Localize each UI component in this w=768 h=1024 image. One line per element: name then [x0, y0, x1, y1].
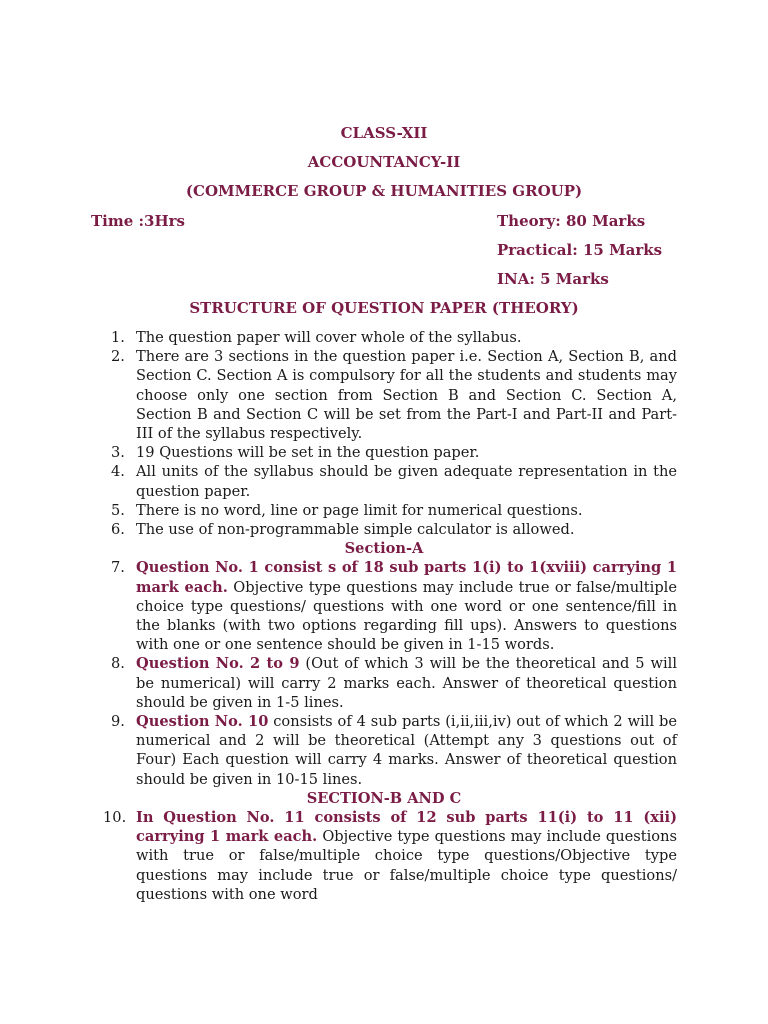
structure-heading: STRUCTURE OF QUESTION PAPER (THEORY): [189, 299, 579, 317]
bold-text: In Question No. 11 consists of 12 sub parts 11(i) to 11 (xii) carrying 1 mark each.: [136, 809, 677, 846]
list-item: 3. 19 Questions will be set in the question paper.: [111, 444, 480, 462]
list-item: 6. The use of non-programmable simple calculator is allowed.: [111, 521, 575, 539]
section-a-heading: Section-A: [344, 540, 424, 558]
theory-marks: Theory: 80 Marks: [497, 212, 646, 230]
bold-text: Question No. 2 to 9: [136, 655, 300, 673]
instruction-list: [0, 328, 768, 904]
list-item: 1. The question paper will cover whole of the syllabus.: [111, 329, 522, 346]
list-item: 8. Question No. 2 to 9 (Out of which 3 will be the theoretical and 5 will be numerical) will carry 2 marks each. Answer of theoretical question should be given in 1-5 lines.: [111, 655, 677, 711]
practical-marks: Practical: 15 Marks: [497, 241, 663, 259]
list-item: 9. Question No. 10 consists of 4 sub parts (i,ii,iii,iv) out of which 2 will be numerical and 2 will be theoretical (Attempt any 3 questions out of Four) Each question will carry 4 marks. Answer of theoretical question should be given in 10-15 lines.: [111, 713, 677, 788]
class-heading: CLASS-XII: [340, 124, 428, 142]
section-bc-heading: SECTION-B AND C: [306, 789, 462, 807]
time-label: Time :3Hrs: [91, 212, 185, 230]
list-item: 4. All units of the syllabus should be given adequate representation in the question paper.: [111, 463, 677, 500]
group-heading: (COMMERCE GROUP & HUMANITIES GROUP): [185, 182, 583, 200]
list-item: 5. There is no word, line or page limit for numerical questions.: [111, 501, 583, 519]
bold-text: Question No. 10: [136, 713, 269, 731]
list-item: 10. In Question No. 11 consists of 12 sub parts 11(i) to 11 (xii) carrying 1 mark each. Objective type questions may include questions with true or false/multiple choice type questions/Objective type questions may include true or false/multiple choice type questions/ questions with one word: [103, 809, 677, 903]
bold-text: Question No. 1 consist s of 18 sub parts 1(i) to 1(xviii) carrying 1 mark each.: [136, 559, 677, 596]
ina-marks: INA: 5 Marks: [497, 270, 609, 288]
subject-heading: ACCOUNTANCY-II: [307, 153, 461, 171]
list-item: 2. There are 3 sections in the question paper i.e. Section A, Section B, and Section C. Section A is compulsory for all the students and students may choose only one section from Section B and Section C. Section A, Section B and Section C will be set from the Part-I and Part-II and Part-III of the syllabus respectively.: [111, 348, 677, 443]
list-item: 7. Question No. 1 consist s of 18 sub parts 1(i) to 1(xviii) carrying 1 mark each. Objective type questions may include true or false/multiple choice type questions/ questions with one word or one sentence/fill in the blanks (with two options regarding fill ups). Answers to questions with one or one sentence should be given in 1-15 words.: [111, 559, 677, 654]
